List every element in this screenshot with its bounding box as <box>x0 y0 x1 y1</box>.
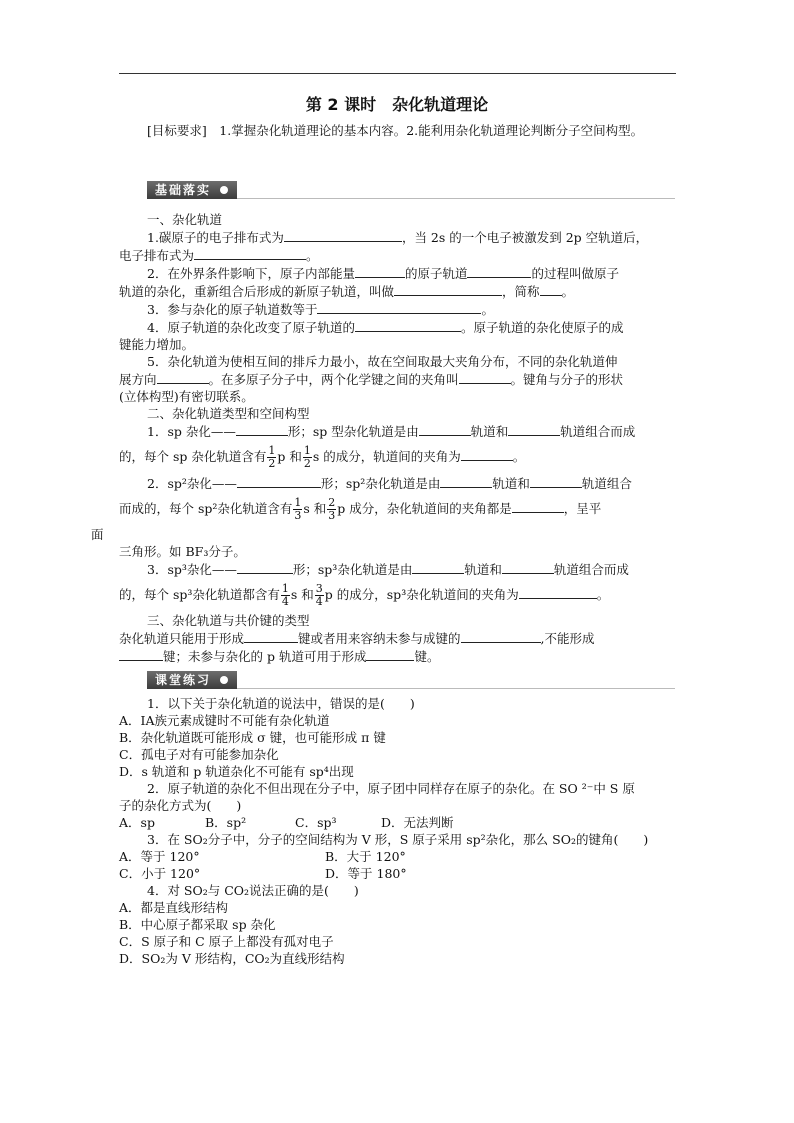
section-basics-header <box>119 179 676 201</box>
exercise-q4: 4．对 SO₂与 CO₂说法正确的是( ) <box>147 883 359 898</box>
answer-blank[interactable] <box>419 422 471 436</box>
exercise-q3-options-row2 <box>119 865 676 882</box>
goal-text: 1.掌握杂化轨道理论的基本内容。2.能利用杂化轨道理论判断分子空间构型。 <box>219 123 644 138</box>
answer-blank[interactable] <box>519 585 597 599</box>
question-2: 2．在外界条件影响下，原子内部能量 的原子轨道 的过程叫做原子 <box>147 266 619 281</box>
question-1-cont: 电子排布式为 。 <box>119 248 319 263</box>
goal-paragraph <box>119 122 676 139</box>
exercise-q2-option-a[interactable]: A．sp <box>119 815 155 830</box>
heading-hybrid-orbital: 一、杂化轨道 <box>147 212 223 227</box>
answer-blank[interactable] <box>508 422 560 436</box>
heading-bond-types: 三、杂化轨道与共价键的类型 <box>147 613 310 628</box>
exercise-q2-option-d[interactable]: D．无法判断 <box>381 815 454 830</box>
exercise-q3-option-c[interactable]: C．小于 120° <box>119 866 201 881</box>
question-3: 3．参与杂化的原子轨道数等于 。 <box>147 302 494 317</box>
answer-blank[interactable] <box>502 560 554 574</box>
answer-blank[interactable] <box>412 560 464 574</box>
header-rule <box>119 73 676 74</box>
answer-blank[interactable] <box>157 370 209 384</box>
question-5-cont: 展方向 。在多原子分子中，两个化学键之间的夹角叫 。键角与分子的形状 <box>119 372 624 387</box>
exercise-q2: 2．原子轨道的杂化不但出现在分子中，原子团中同样存在原子的杂化。在 SO ²⁻中 S 原 <box>147 781 635 796</box>
answer-blank[interactable] <box>355 264 405 278</box>
sp2-line-1: 2．sp²杂化—— 形；sp²杂化轨道是由 轨道和 轨道组合 <box>147 476 632 491</box>
exercise-q3-option-d[interactable]: D．等于 180° <box>325 866 407 881</box>
sp-line-2: 的，每个 sp 杂化轨道含有 $\frac{1}{2}$ p 和 $\frac{1}{2}$ s 的成分，轨道间的夹角为 。 <box>119 444 526 470</box>
question-2-cont: 轨道的杂化，重新组合后形成的新原子轨道，叫做 ，简称 。 <box>119 284 575 299</box>
answer-blank[interactable] <box>355 318 461 332</box>
fraction-three-quarters: $\frac{3}{4}$ <box>315 582 323 608</box>
fraction-one-third: $\frac{1}{3}$ <box>294 496 302 522</box>
exercise-q1-option-a[interactable]: A．ⅠA族元素成键时不可能有杂化轨道 <box>119 713 330 728</box>
fraction-one-quarter: $\frac{1}{4}$ <box>281 582 289 608</box>
sp3-line-1: 3．sp³杂化—— 形；sp³杂化轨道是由 轨道和 轨道组合而成 <box>147 562 629 577</box>
answer-blank[interactable] <box>461 447 513 461</box>
exercise-q1-option-c[interactable]: C．孤电子对有可能参加杂化 <box>119 747 279 762</box>
question-1: 1.碳原子的电子排布式为 ，当 2s 的一个电子被激发到 2p 空轨道后， <box>147 230 649 245</box>
answer-blank[interactable] <box>317 300 481 314</box>
exercise-q3-option-a[interactable]: A．等于 120° <box>119 849 200 864</box>
bond-type-line-1: 杂化轨道只能用于形成 键或者用来容纳未参与成键的 ,不能形成 <box>119 631 595 646</box>
exercise-q4-option-c[interactable]: C．S 原子和 C 原子上都没有孤对电子 <box>119 934 334 949</box>
section-badge-basics: 基础落实 <box>147 181 237 199</box>
exercise-section <box>119 695 676 967</box>
answer-blank[interactable] <box>366 647 414 661</box>
exercise-q1-option-d[interactable]: D．s 轨道和 p 轨道杂化不可能有 sp⁴出现 <box>119 764 354 779</box>
exercise-q2-cont: 子的杂化方式为( ) <box>119 798 242 813</box>
exercise-q3-options-row1 <box>119 848 676 865</box>
bullet-dot-icon <box>220 676 228 684</box>
sp2-line-2: 而成的，每个 sp²杂化轨道含有 $\frac{1}{3}$ s 和 $\frac{2}{3}$ p 成分，杂化轨道间的夹角都是 ，呈平 <box>119 496 602 522</box>
exercise-q1-option-b[interactable]: B．杂化轨道既可能形成 σ 键，也可能形成 π 键 <box>119 730 386 745</box>
answer-blank[interactable] <box>237 474 321 488</box>
question-5: 5．杂化轨道为使相互间的排斥力最小，故在空间取最大夹角分布，不同的杂化轨道伸 <box>147 354 618 369</box>
answer-blank[interactable] <box>244 629 298 643</box>
exercise-q4-option-b[interactable]: B．中心原子都采取 sp 杂化 <box>119 917 276 932</box>
question-5-end: (立体构型)有密切联系。 <box>119 389 254 404</box>
page-title: 第 2 课时 杂化轨道理论 <box>305 95 489 114</box>
answer-blank[interactable] <box>512 499 564 513</box>
sp2-line-3: 面 <box>91 527 104 542</box>
answer-blank[interactable] <box>237 560 293 574</box>
document-body <box>91 122 676 967</box>
question-4-cont: 键能力增加。 <box>119 337 195 352</box>
answer-blank[interactable] <box>194 246 306 260</box>
question-4: 4．原子轨道的杂化改变了原子轨道的 。原子轨道的杂化使原子的成 <box>147 320 624 335</box>
heading-hybrid-types: 二、杂化轨道类型和空间构型 <box>147 406 310 421</box>
exercise-q2-options <box>119 814 676 831</box>
answer-blank[interactable] <box>461 629 541 643</box>
bullet-dot-icon <box>220 186 228 194</box>
answer-blank[interactable] <box>236 422 288 436</box>
exercise-q4-option-a[interactable]: A．都是直线形结构 <box>119 900 229 915</box>
basics-section <box>91 211 676 665</box>
exercise-q1: 1．以下关于杂化轨道的说法中，错误的是( ) <box>147 696 415 711</box>
answer-blank[interactable] <box>467 264 531 278</box>
exercise-q3-option-b[interactable]: B．大于 120° <box>325 849 406 864</box>
fraction-one-half: $\frac{1}{2}$ <box>303 444 311 470</box>
bond-type-line-2: 键；未参与杂化的 p 轨道可用于形成 键。 <box>119 647 676 665</box>
sp-line-1: 1．sp 杂化—— 形；sp 型杂化轨道是由 轨道和 轨道组合而成 <box>147 424 636 439</box>
exercise-q4-option-d[interactable]: D．SO₂为 V 形结构，CO₂为直线形结构 <box>119 951 345 966</box>
exercise-q2-option-c[interactable]: C．sp³ <box>295 815 337 830</box>
answer-blank[interactable] <box>440 474 492 488</box>
sp3-line-2: 的，每个 sp³杂化轨道都含有 $\frac{1}{4}$ s 和 $\frac{3}{4}$ p 的成分，sp³杂化轨道间的夹角为 。 <box>119 582 610 608</box>
answer-blank[interactable] <box>530 474 582 488</box>
goal-label: [目标要求] <box>147 123 207 138</box>
fraction-one-half: $\frac{1}{2}$ <box>268 444 276 470</box>
section-badge-exercise: 课堂练习 <box>147 671 237 689</box>
answer-blank[interactable] <box>119 647 163 661</box>
exercise-q3: 3．在 SO₂分子中，分子的空间结构为 V 形，S 原子采用 sp²杂化，那么 SO₂的键角( ) <box>147 832 649 847</box>
answer-blank[interactable] <box>394 282 502 296</box>
fraction-two-thirds: $\frac{2}{3}$ <box>328 496 336 522</box>
answer-blank[interactable] <box>284 228 402 242</box>
answer-blank[interactable] <box>459 370 511 384</box>
sp2-line-4: 三角形。如 BF₃分子。 <box>119 544 246 559</box>
exercise-q2-option-b[interactable]: B．sp² <box>205 815 247 830</box>
section-exercise-header <box>119 669 676 691</box>
answer-blank[interactable] <box>540 282 562 296</box>
